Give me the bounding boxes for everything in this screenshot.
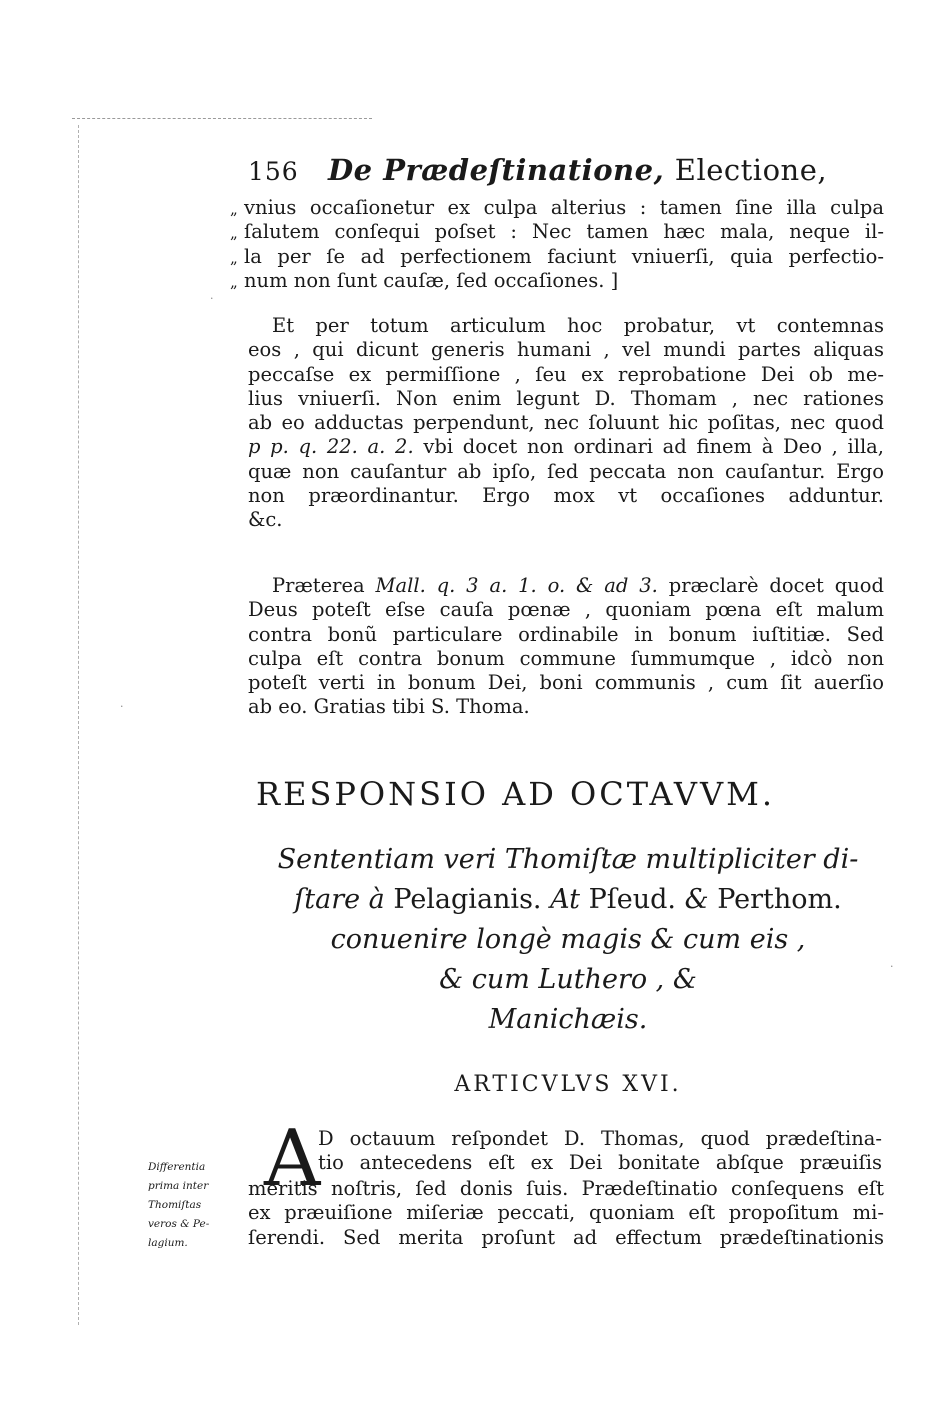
running-title-italic: De Prædeſtinatione, <box>328 153 665 187</box>
scan-speck: · <box>210 292 214 305</box>
text-line: D octauum reſpondet D. Thomas, quod prædeſtina- <box>318 1127 882 1150</box>
text-line: ab eo adductas perpendunt, nec ſoluunt hic poſitas, nec quod <box>248 411 884 435</box>
text-line: tio antecedens eſt ex Dei bonitate abſque præuiſis <box>318 1151 882 1175</box>
text-line: contra bonũ particulare ordinabile in bonum iuſtitiæ. Sed <box>248 622 884 646</box>
paragraph-2 <box>248 574 884 720</box>
text-line: p p. q. 22. a. 2. vbi docet non ordinari ad finem à Deo , illa, <box>248 435 885 459</box>
text-line: Deus poteſt eſse cauſa pœnæ , quoniam pœna eſt malum <box>248 598 884 622</box>
summary-line: conuenire longè magis & cum eis , <box>330 924 806 955</box>
scan-speck: · <box>890 960 894 973</box>
quote-line: „ num non ſunt cauſæ, ſed occaſiones. ] <box>230 268 619 292</box>
article-text-top <box>318 1127 882 1176</box>
text-line: lius vniuerſi. Non enim legunt D. Thomam , nec rationes <box>248 386 884 410</box>
text-line: ſerendi. Sed merita proſunt ad effectum prædeſtinationis <box>248 1225 884 1249</box>
text-line: Et per totum articulum hoc probatur, vt contemnas <box>272 314 884 337</box>
summary-line: ſtare à Pelagianis. At Pſeud. & Perthom. <box>294 884 842 915</box>
quote-block <box>230 196 884 293</box>
drop-cap: A <box>264 1114 321 1204</box>
margin-note <box>148 1158 248 1253</box>
margin-note-line: veros & Pe- <box>148 1218 210 1230</box>
margin-note-line: prima inter <box>148 1180 209 1192</box>
section-heading: RESPONSIO AD OCTAVVM. <box>256 775 776 813</box>
text-line: peccaſse ex permiſſione , ſeu ex reprobatione Dei ob me- <box>248 362 884 386</box>
article-heading: ARTICVLVS XVI. <box>454 1072 682 1097</box>
summary-line: & cum Luthero , & <box>439 964 697 995</box>
text-line: poteſt verti in bonum Dei, boni communis , cum ſit auerſio <box>248 671 884 695</box>
article-text <box>248 1177 884 1250</box>
scan-speck: · <box>120 700 124 713</box>
citation: p p. q. 22. a. 2. <box>248 435 414 459</box>
text-line: &c. <box>248 508 283 532</box>
text-line: culpa eſt contra bonum commune ſummumque , idcò non <box>248 646 884 670</box>
text-line: non præordinantur. Ergo mox vt occaſiones adduntur. <box>248 484 884 508</box>
summary-line: Sententiam veri Thomiſtæ multipliciter di- <box>277 844 859 875</box>
text-line: ab eo. Gratias tibi S. Thoma. <box>248 695 530 719</box>
margin-note-line: Differentia <box>148 1161 206 1173</box>
running-head <box>248 153 858 195</box>
citation: Mall. q. 3 a. 1. o. & ad 3. <box>375 574 658 597</box>
summary-line: Manichæis. <box>488 1004 648 1035</box>
paragraph-1 <box>248 314 884 533</box>
quote-line: „ vnius occaſionetur ex culpa alterius : tamen ſine illa culpa <box>230 196 884 219</box>
section-summary <box>250 840 886 1040</box>
quote-line: „ ſalutem conſequi poſset : Nec tamen hæc mala, neque il- <box>230 220 884 244</box>
text-line: quæ non cauſantur ab ipſo, ſed peccata non cauſantur. Ergo <box>248 459 884 483</box>
margin-note-line: Thomiſtas <box>148 1199 202 1211</box>
text-line: eos , qui dicunt generis humani , vel mundi partes aliquas <box>248 338 884 362</box>
scan-edge-top <box>72 118 372 119</box>
margin-note-line: lagium. <box>148 1237 188 1249</box>
running-title <box>328 153 827 187</box>
text-line: ex præuiſione miſeriæ peccati, quoniam eſt propoſitum mi- <box>248 1201 884 1225</box>
running-title-roman: Electione, <box>674 153 828 187</box>
page-number: 156 <box>248 157 299 186</box>
quote-line: „ la per ſe ad perfectionem faciunt vniuerſi, quia perfectio- <box>230 244 884 268</box>
scan-edge-left <box>78 125 79 1325</box>
text-line: meritis noſtris, ſed donis ſuis. Prædeſtinatio conſequens eſt <box>248 1177 884 1200</box>
text-line: Præterea Mall. q. 3 a. 1. o. & ad 3. præclarè docet quod <box>272 574 885 597</box>
